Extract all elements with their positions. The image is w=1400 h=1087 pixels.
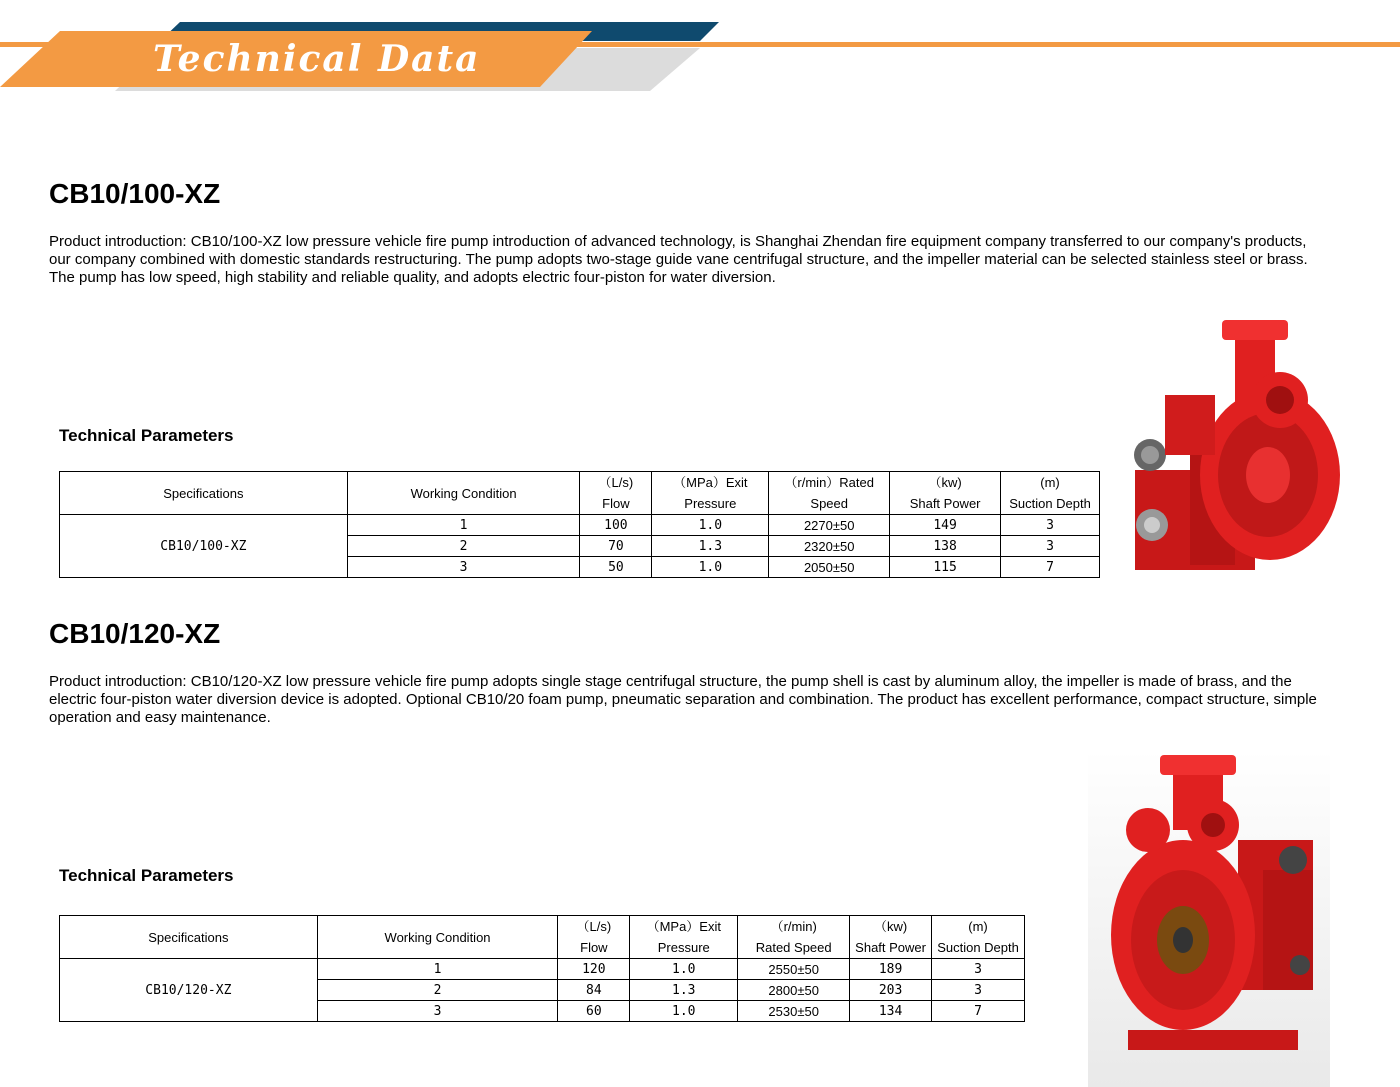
pressure-cell: 1.3 [652, 536, 769, 557]
flow-cell: 50 [580, 557, 652, 578]
params-table [59, 915, 1025, 1022]
pressure-cell: 1.0 [652, 557, 769, 578]
flow-cell: 100 [580, 515, 652, 536]
page-title: Technical Data [153, 38, 481, 80]
spec-cell: CB10/100-XZ [60, 515, 348, 578]
speed-cell: 2800±50 [738, 980, 850, 1001]
header-depth: (m) Suction Depth [932, 916, 1025, 959]
header-depth: (m) Suction Depth [1001, 472, 1100, 515]
header-speed: （r/min）Rated Speed [769, 472, 890, 515]
pressure-cell: 1.0 [630, 959, 738, 980]
pressure-cell: 1.0 [630, 1001, 738, 1022]
header-power: （kw) Shaft Power [890, 472, 1001, 515]
depth-cell: 7 [932, 1001, 1025, 1022]
power-cell: 134 [850, 1001, 932, 1022]
flow-cell: 60 [558, 1001, 630, 1022]
pump-image [1130, 315, 1345, 575]
power-cell: 149 [890, 515, 1001, 536]
header-condition: Working Condition [317, 916, 558, 959]
params-heading: Technical Parameters [59, 866, 234, 885]
speed-cell: 2320±50 [769, 536, 890, 557]
cond-cell: 2 [347, 536, 580, 557]
power-cell: 203 [850, 980, 932, 1001]
product-title: CB10/100-XZ [49, 178, 221, 209]
power-cell: 138 [890, 536, 1001, 557]
product-intro: Product introduction: CB10/120-XZ low pressure vehicle fire pump adopts single stage centrifugal structure, the pump shell is cast by aluminum alloy, the impeller is made of brass, and the electric four-piston water diversion device is adopted. Optional CB10/20 foam pump, pneumatic separation and combination. The product has excellent performance, compact structure, simple operation and easy maintenance. [49, 673, 1317, 726]
speed-cell: 2270±50 [769, 515, 890, 536]
params-heading: Technical Parameters [59, 426, 234, 445]
pump-image [1088, 750, 1330, 1087]
header-spec: Specifications [60, 916, 318, 959]
cond-cell: 1 [317, 959, 558, 980]
flow-cell: 70 [580, 536, 652, 557]
power-cell: 189 [850, 959, 932, 980]
depth-cell: 3 [1001, 536, 1100, 557]
product-title: CB10/120-XZ [49, 618, 221, 649]
flow-cell: 120 [558, 959, 630, 980]
table-header-row [60, 472, 1100, 515]
cond-cell: 2 [317, 980, 558, 1001]
header-speed: （r/min) Rated Speed [738, 916, 850, 959]
header-flow: （L/s) Flow [558, 916, 630, 959]
table-header-row [60, 916, 1025, 959]
header-power: （kw) Shaft Power [850, 916, 932, 959]
header-flow: （L/s) Flow [580, 472, 652, 515]
cond-cell: 3 [347, 557, 580, 578]
depth-cell: 3 [1001, 515, 1100, 536]
product-intro: Product introduction: CB10/100-XZ low pressure vehicle fire pump introduction of advanced technology, is Shanghai Zhendan fire equipment company transferred to our company's products, our company combined with domestic standards restructuring. The pump adopts two-stage guide vane centrifugal structure, and the impeller material can be selected stainless steel or brass. The pump has low speed, high stability and reliable quality, and adopts electric four-piston for water diversion. [49, 233, 1308, 286]
header-condition: Working Condition [347, 472, 580, 515]
params-table [59, 471, 1100, 578]
cond-cell: 1 [347, 515, 580, 536]
header-pressure: （MPa）Exit Pressure [630, 916, 738, 959]
header-banner [0, 0, 1400, 100]
depth-cell: 7 [1001, 557, 1100, 578]
pressure-cell: 1.3 [630, 980, 738, 1001]
speed-cell: 2550±50 [738, 959, 850, 980]
header-pressure: （MPa）Exit Pressure [652, 472, 769, 515]
pressure-cell: 1.0 [652, 515, 769, 536]
table-row [60, 515, 1100, 536]
power-cell: 115 [890, 557, 1001, 578]
cond-cell: 3 [317, 1001, 558, 1022]
table-row [60, 959, 1025, 980]
speed-cell: 2530±50 [738, 1001, 850, 1022]
depth-cell: 3 [932, 980, 1025, 1001]
spec-cell: CB10/120-XZ [60, 959, 318, 1022]
depth-cell: 3 [932, 959, 1025, 980]
flow-cell: 84 [558, 980, 630, 1001]
header-spec: Specifications [60, 472, 348, 515]
speed-cell: 2050±50 [769, 557, 890, 578]
